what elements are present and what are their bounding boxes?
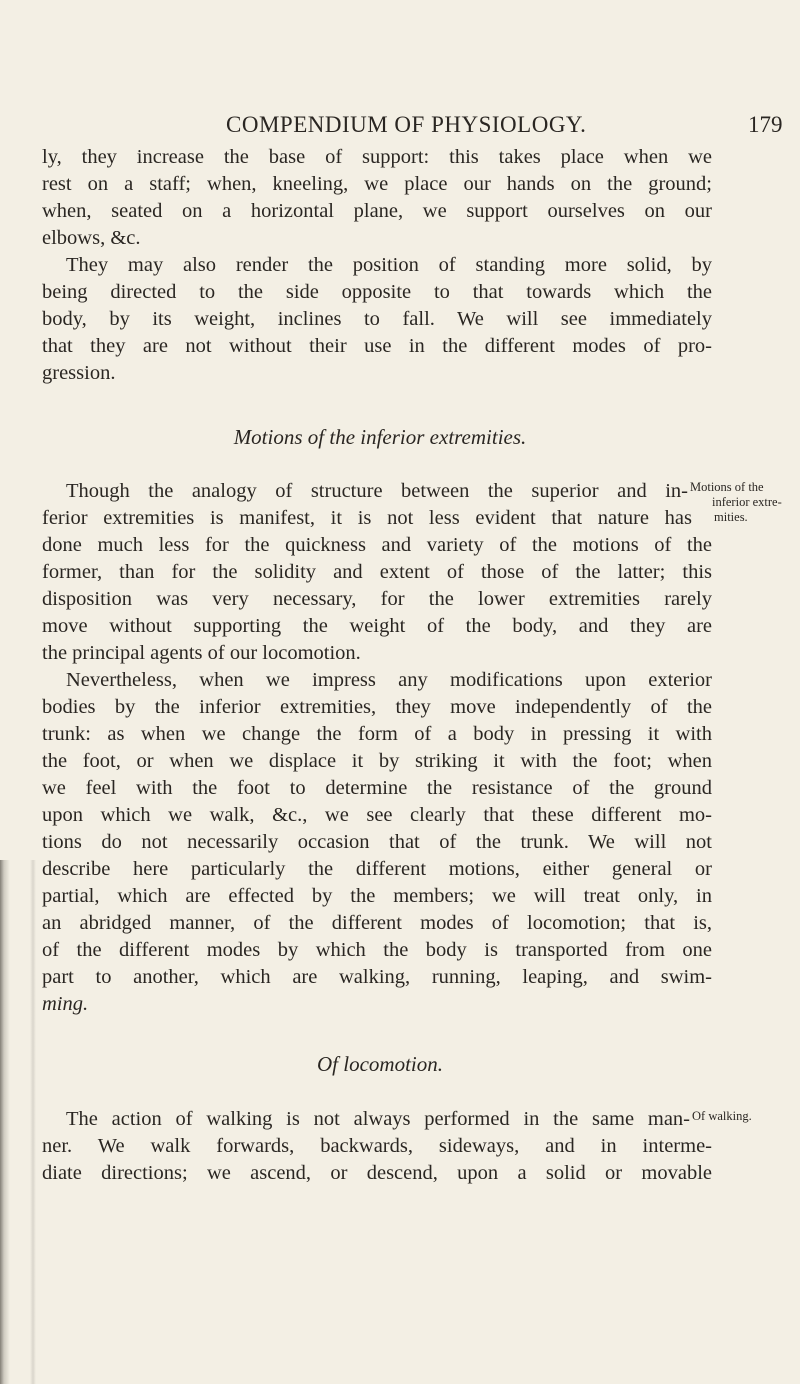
- text-line: partial, which are effected by the members; we will treat only, in: [42, 885, 712, 907]
- section-heading-locomotion: Of locomotion.: [317, 1052, 443, 1076]
- running-title: COMPENDIUM OF PHYSIOLOGY.: [226, 112, 587, 137]
- text-line: ly, they increase the base of support: this takes place when we: [42, 146, 712, 168]
- text-line: upon which we walk, &c., we see clearly that these different mo-: [42, 804, 712, 826]
- section-heading-inferior-extremities: Motions of the inferior extremities.: [233, 425, 527, 449]
- text-line: we feel with the foot to determine the resistance of the ground: [42, 777, 712, 799]
- text-line: move without supporting the weight of the body, and they are: [42, 615, 712, 637]
- text-line: disposition was very necessary, for the lower extremities rarely: [42, 588, 712, 610]
- text-line: that they are not without their use in the different modes of pro-: [42, 335, 712, 357]
- margin-note-line: mities.: [714, 510, 748, 524]
- text-line: of the different modes by which the body is transported from one: [42, 939, 712, 961]
- text-line: when, seated on a horizontal plane, we support ourselves on our: [42, 200, 712, 222]
- text-line: The action of walking is not always performed in the same man-: [66, 1108, 690, 1130]
- text-line: the foot, or when we displace it by striking it with the foot; when: [42, 750, 712, 772]
- text-line: rest on a staff; when, kneeling, we place our hands on the ground;: [42, 173, 712, 195]
- text-line: Nevertheless, when we impress any modifications upon exterior: [66, 669, 712, 691]
- text-line: gression.: [42, 362, 116, 384]
- margin-note-line: Motions of the: [690, 480, 764, 494]
- text-line: ner. We walk forwards, backwards, sideways, and in interme-: [42, 1135, 712, 1157]
- text-line: elbows, &c.: [42, 227, 141, 249]
- text-line: an abridged manner, of the different modes of locomotion; that is,: [42, 912, 712, 934]
- binding-shadow: [0, 860, 38, 1384]
- text-line: body, by its weight, inclines to fall. We will see immediately: [42, 308, 712, 330]
- text-line: ferior extremities is manifest, it is not less evident that nature has: [42, 507, 692, 529]
- text-line: done much less for the quickness and variety of the motions of the: [42, 534, 712, 556]
- text-line: describe here particularly the different motions, either general or: [42, 858, 712, 880]
- page-number: 179: [748, 112, 783, 137]
- text-line: former, than for the solidity and extent of those of the latter; this: [42, 561, 712, 583]
- text-line: They may also render the position of standing more solid, by: [66, 254, 712, 276]
- margin-note-line: inferior extre-: [712, 495, 782, 509]
- text-line: trunk: as when we change the form of a body in pressing it with: [42, 723, 712, 745]
- text-line: being directed to the side opposite to that towards which the: [42, 281, 712, 303]
- text-line: Though the analogy of structure between the superior and in-: [66, 480, 688, 502]
- text-line: the principal agents of our locomotion.: [42, 642, 361, 664]
- text-line: tions do not necessarily occasion that of the trunk. We will not: [42, 831, 712, 853]
- margin-note-walking: Of walking.: [692, 1109, 752, 1123]
- text-line: diate directions; we ascend, or descend, upon a solid or movable: [42, 1162, 712, 1184]
- text-line: bodies by the inferior extremities, they move independently of the: [42, 696, 712, 718]
- text-line: part to another, which are walking, running, leaping, and swim-: [42, 966, 712, 988]
- text-line: ming.: [42, 993, 89, 1015]
